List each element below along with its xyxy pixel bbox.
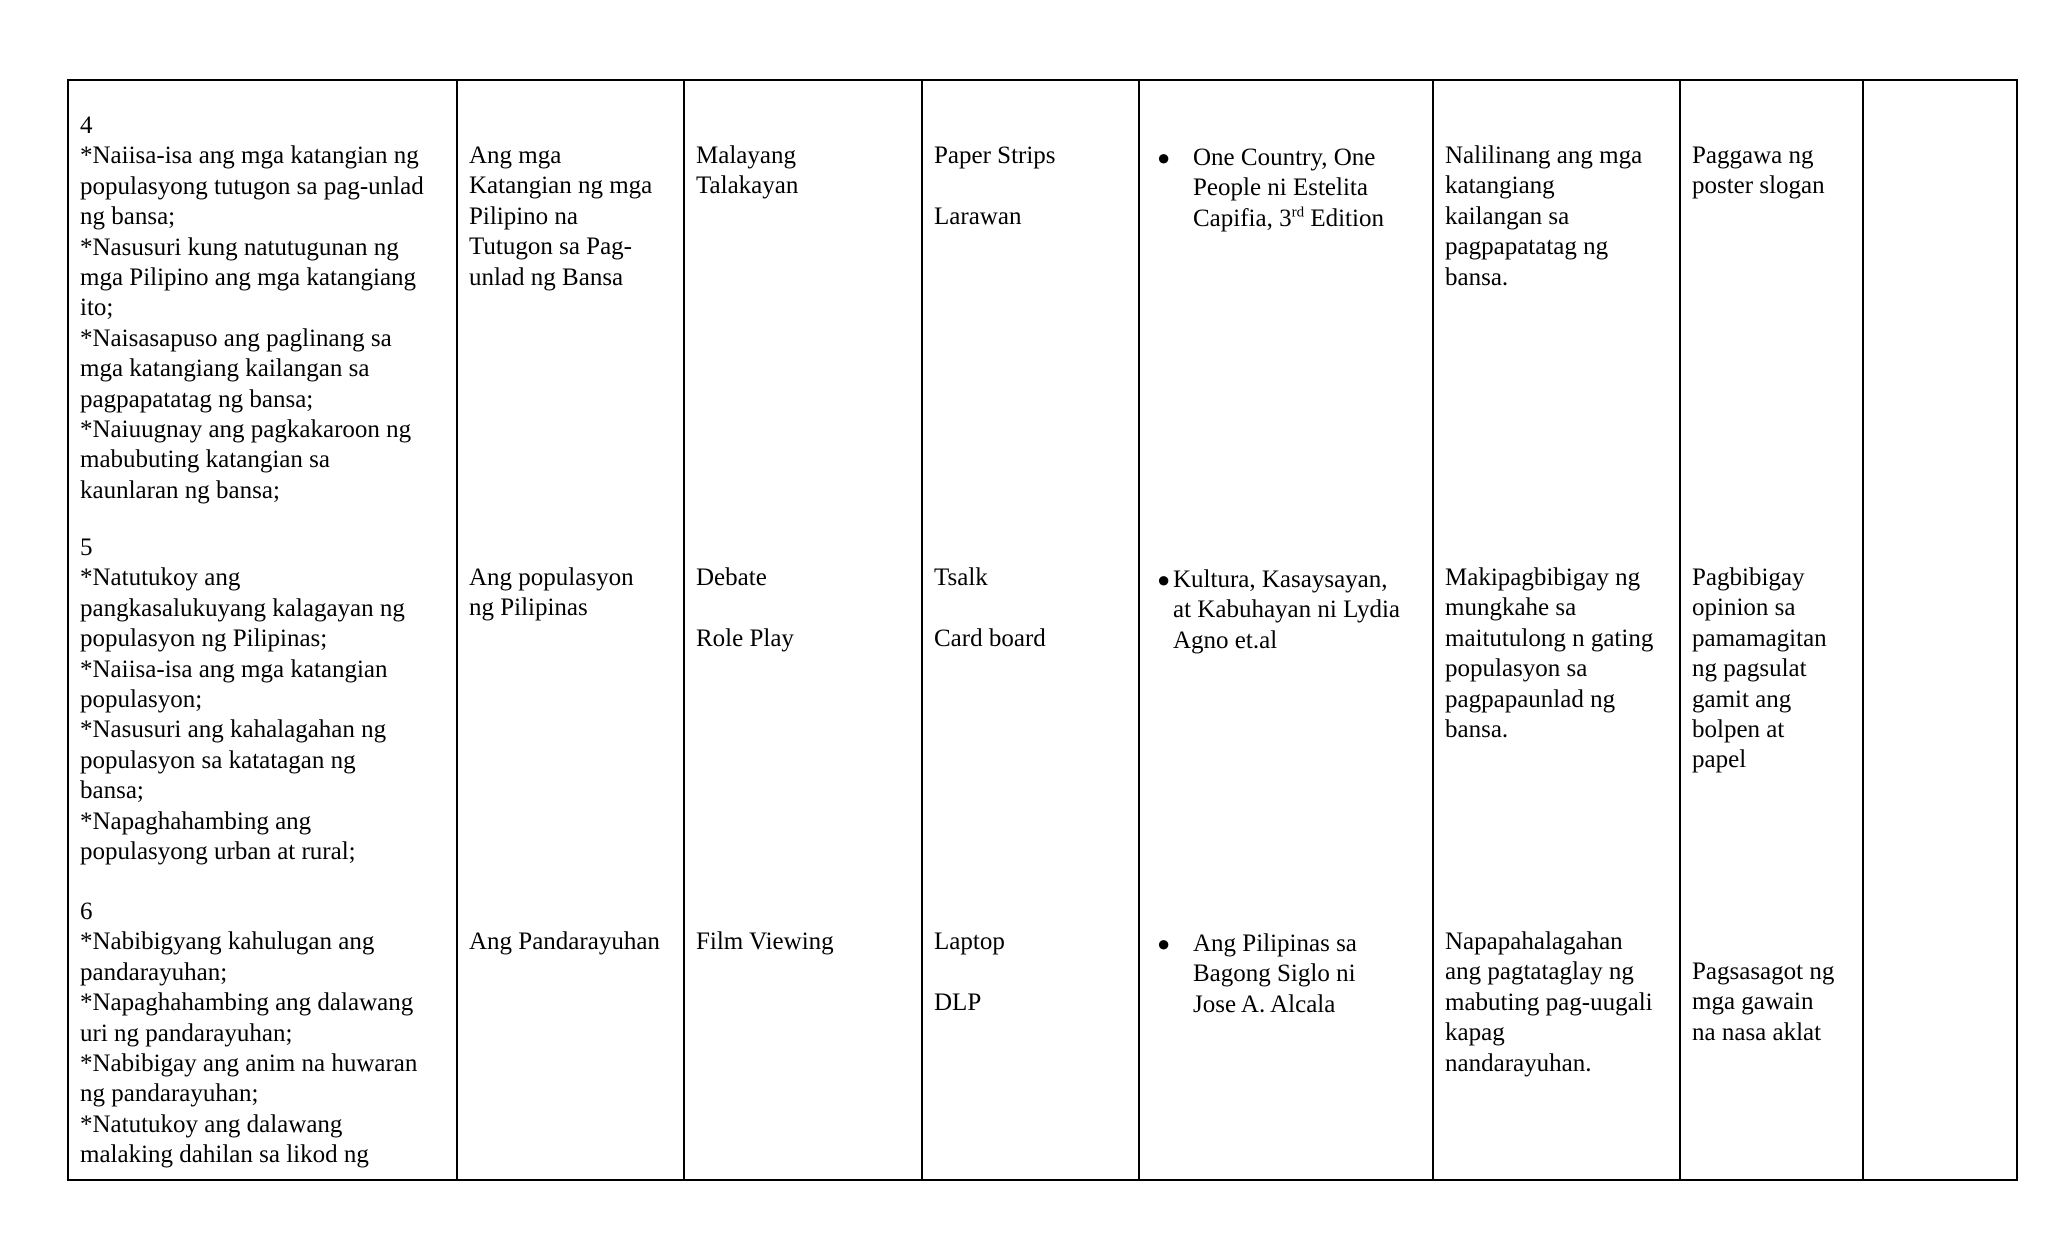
topic-line: Pilipino na — [469, 202, 579, 230]
materials-column — [922, 80, 1139, 1180]
topic-line: Ang mga — [469, 142, 562, 169]
material-line: Laptop — [934, 928, 1005, 955]
objective-line: populasyon ng Pilipinas; — [80, 625, 328, 653]
reference-line: Bagong Siglo ni — [1193, 960, 1356, 988]
objective-line: mabubuting katangian sa — [80, 446, 330, 474]
row-6-objectives — [69, 897, 456, 1171]
objective-line: *Nabibigay ang anim na huwaran — [80, 1050, 418, 1078]
value-line: katangiang — [1445, 172, 1555, 200]
objective-line: mga Pilipino ang mga katangiang — [80, 264, 417, 292]
objective-line: bansa; — [80, 777, 144, 805]
topic-line: unlad ng Bansa — [469, 263, 624, 291]
topic-column — [457, 80, 684, 1180]
row-5-values — [1434, 563, 1679, 745]
evaluation-line: Pagsasagot ng — [1692, 958, 1835, 985]
topic-line: Ang populasyon — [469, 564, 634, 591]
strategy-line: Talakayan — [696, 172, 799, 200]
evaluation-line: gamit ang — [1692, 685, 1792, 713]
row-5-strategy — [685, 563, 921, 654]
value-line: pagpapaunlad ng — [1445, 685, 1616, 713]
strategy-line: Role Play — [696, 624, 794, 652]
row-4-strategy — [685, 141, 921, 202]
row-5-topic — [458, 563, 683, 624]
evaluation-line: Paggawa ng — [1692, 142, 1814, 169]
strategy-line: Film Viewing — [696, 928, 834, 955]
objective-line: malaking dahilan sa likod ng — [80, 1141, 369, 1169]
reference-line: Capifia, 3rd Edition — [1193, 204, 1384, 232]
row-6-materials — [923, 927, 1138, 1018]
row-6-strategy — [685, 927, 921, 957]
evaluation-line: pamamagitan — [1692, 624, 1827, 652]
objective-line: ng bansa; — [80, 203, 176, 231]
bullet-icon: ● — [1157, 567, 1171, 592]
row-4-values — [1434, 141, 1679, 293]
row-4-materials — [923, 141, 1138, 232]
objective-line: *Napaghahambing ang dalawang — [80, 989, 414, 1017]
reference-line: People ni Estelita — [1193, 174, 1368, 202]
reference-item — [1151, 929, 1428, 1020]
ordinal-suffix: rd — [1291, 204, 1305, 221]
objectives-column — [68, 80, 457, 1180]
objective-line: *Nasusuri ang kahalagahan ng — [80, 716, 387, 744]
objective-line: *Nabibigyang kahulugan ang — [80, 928, 375, 956]
reference-line: One Country, One — [1193, 144, 1376, 171]
value-line: Napapahalagahan — [1445, 928, 1623, 955]
lesson-plan-table — [67, 79, 2018, 1181]
row-5-references — [1140, 565, 1432, 656]
material-line: Tsalk — [934, 564, 988, 591]
value-line: mabuting pag-uugali — [1445, 988, 1653, 1016]
row-5-evaluation — [1681, 563, 1862, 776]
row-6-references — [1140, 929, 1432, 1020]
row-number: 5 — [80, 534, 93, 561]
objective-line: populasyon; — [80, 686, 203, 714]
strategy-line: Debate — [696, 564, 767, 591]
objective-line: uri ng pandarayuhan; — [80, 1019, 293, 1047]
objective-line: *Natutukoy ang dalawang — [80, 1110, 343, 1138]
reference-item — [1151, 143, 1428, 234]
topic-line: Tutugon sa Pag- — [469, 233, 632, 261]
bullet-icon: ● — [1157, 931, 1171, 956]
row-4-objectives — [69, 111, 456, 506]
value-line: kailangan sa — [1445, 202, 1570, 230]
objective-line: *Natutukoy ang — [80, 564, 241, 592]
strategy-line: Malayang — [696, 142, 796, 169]
objective-line: pandarayuhan; — [80, 958, 228, 986]
reference-line: Ang Pilipinas sa — [1193, 930, 1357, 957]
evaluation-line: bolpen at — [1692, 716, 1785, 744]
objective-line: mga katangiang kailangan sa — [80, 355, 370, 383]
reference-line: Agno et.al — [1173, 626, 1278, 654]
value-line: kapag — [1445, 1019, 1505, 1047]
evaluation-line: na nasa aklat — [1692, 1018, 1822, 1046]
value-line: mungkahe sa — [1445, 594, 1577, 622]
evaluation-line: Pagbibigay — [1692, 564, 1805, 591]
objective-line: kaunlaran ng bansa; — [80, 476, 280, 504]
row-5-objectives — [69, 533, 456, 867]
row-4-references — [1140, 143, 1432, 234]
row-4-topic — [458, 141, 683, 293]
material-line: Larawan — [934, 202, 1022, 230]
value-line: bansa. — [1445, 263, 1509, 291]
reference-line: at Kabuhayan ni Lydia — [1173, 596, 1401, 624]
objective-line: pangkasalukuyang kalagayan ng — [80, 594, 405, 622]
value-line: nandarayuhan. — [1445, 1049, 1592, 1077]
objective-line: ng pandarayuhan; — [80, 1080, 259, 1108]
row-6-evaluation — [1681, 957, 1862, 1048]
evaluation-line: poster slogan — [1692, 172, 1825, 200]
values-column — [1433, 80, 1680, 1180]
row-number: 4 — [80, 112, 93, 139]
material-line: Card board — [934, 624, 1046, 652]
row-number: 6 — [80, 898, 93, 925]
value-line: ang pagtataglay ng — [1445, 958, 1634, 986]
reference-line: Kultura, Kasaysayan, — [1173, 566, 1388, 593]
objective-line: *Naiisa-isa ang mga katangian — [80, 655, 388, 683]
value-line: Makipagbibigay ng — [1445, 564, 1641, 591]
row-5-materials — [923, 563, 1138, 654]
objective-line: ito; — [80, 294, 114, 322]
value-line: pagpapatatag ng — [1445, 233, 1609, 261]
objective-line: *Napaghahambing ang — [80, 807, 312, 835]
objective-line: pagpapatatag ng bansa; — [80, 385, 314, 413]
row-6-values — [1434, 927, 1679, 1079]
strategy-column — [684, 80, 922, 1180]
topic-line: ng Pilipinas — [469, 594, 588, 622]
topic-line: Katangian ng mga — [469, 172, 653, 200]
evaluation-line: opinion sa — [1692, 594, 1796, 622]
value-line: bansa. — [1445, 716, 1509, 744]
remarks-column — [1863, 80, 2017, 1180]
evaluation-line: papel — [1692, 746, 1747, 774]
evaluation-line: mga gawain — [1692, 988, 1814, 1016]
row-4-evaluation — [1681, 141, 1862, 202]
reference-item — [1151, 565, 1428, 656]
value-line: maitutulong n gating — [1445, 624, 1654, 652]
bullet-icon: ● — [1157, 145, 1171, 170]
value-line: Nalilinang ang mga — [1445, 142, 1643, 169]
objective-line: *Nasusuri kung natutugunan ng — [80, 233, 399, 261]
evaluation-line: ng pagsulat — [1692, 655, 1807, 683]
material-line: Paper Strips — [934, 142, 1056, 169]
objective-line: *Naisasapuso ang paglinang sa — [80, 324, 392, 352]
topic-line: Ang Pandarayuhan — [469, 928, 660, 955]
references-column — [1139, 80, 1433, 1180]
objective-line: populasyong tutugon sa pag-unlad — [80, 172, 424, 200]
objective-line: populasyong urban at rural; — [80, 838, 356, 866]
value-line: populasyon sa — [1445, 655, 1588, 683]
objective-line: *Naiuugnay ang pagkakaroon ng — [80, 416, 412, 444]
objective-line: populasyon sa katatagan ng — [80, 746, 356, 774]
objective-line: *Naiisa-isa ang mga katangian ng — [80, 142, 419, 170]
table-row — [68, 80, 2017, 1180]
material-line: DLP — [934, 988, 982, 1016]
reference-line: Jose A. Alcala — [1193, 990, 1336, 1018]
evaluation-column — [1680, 80, 1863, 1180]
row-6-topic — [458, 927, 683, 957]
